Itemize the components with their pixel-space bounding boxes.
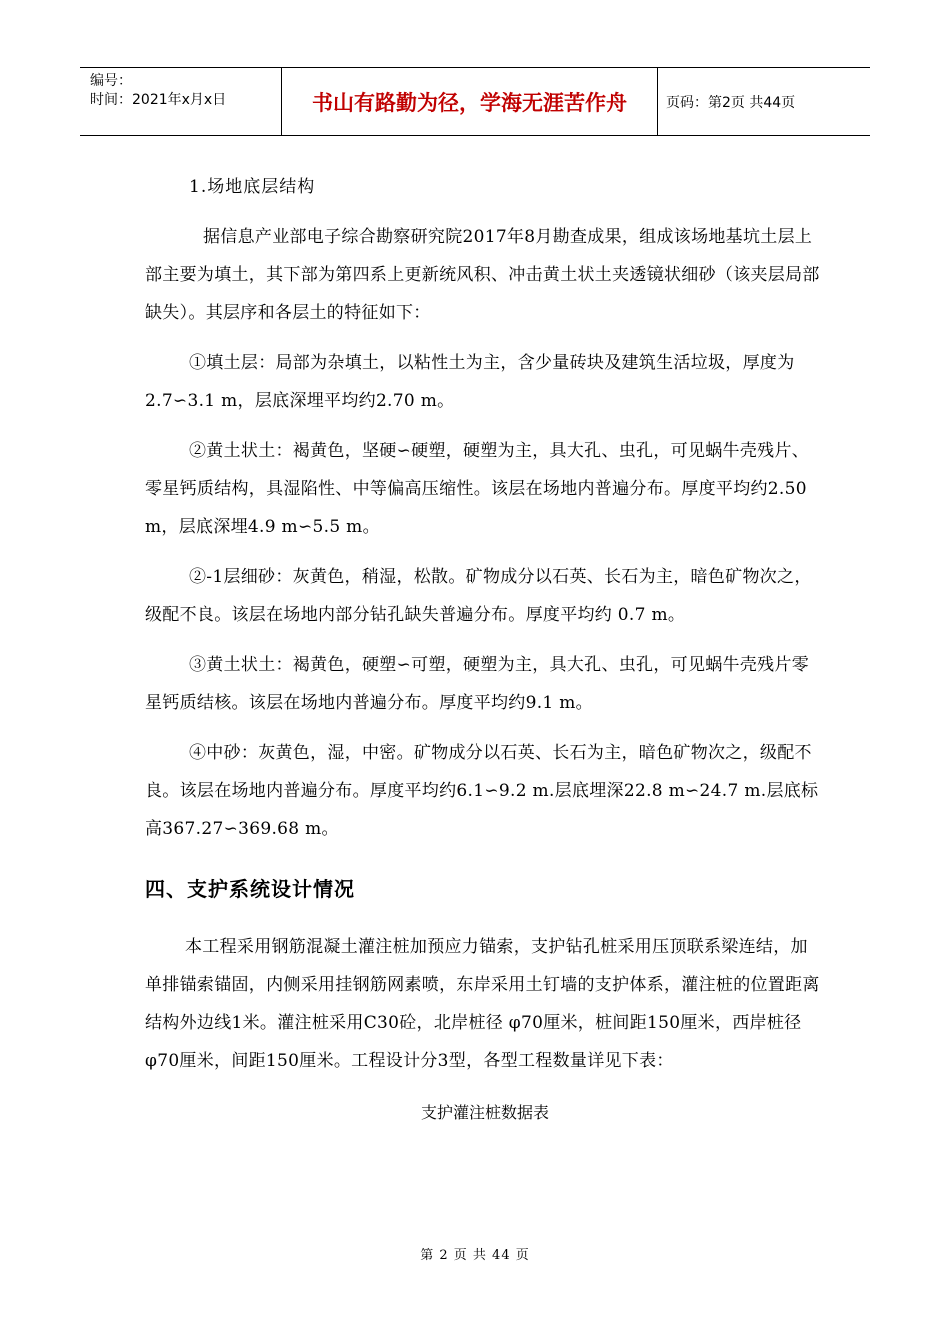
table-title: 支护灌注桩数据表 (420, 1103, 549, 1122)
page-header (80, 67, 870, 136)
layer-2-1-paragraph: ②-1层细砂：灰黄色，稍湿，松散。矿物成分以石英、长石为主，暗色矿物次之，级配不良。该层在场地内部分钻孔缺失普遍分布。厚度平均约 0.7 m。 (145, 567, 812, 625)
intro-paragraph: 据信息产业部电子综合勘察研究院2017年8月勘查成果，组成该场地基坑土层上部主要为填土，其下部为第四系上更新统风积、冲击黄土状土夹透镜状细砂（该夹层局部缺失）。其层序和各层土的特征如下： (145, 227, 820, 323)
layer-3-paragraph: ③黄土状土：褐黄色，硬塑∽可塑，硬塑为主，具大孔、虫孔，可见蜗牛壳残片零星钙质结核。该层在场地内普遍分布。厚度平均约9.1 m。 (145, 655, 810, 713)
layer-4-paragraph: ④中砂：灰黄色，湿，中密。矿物成分以石英、长石为主，暗色矿物次之，级配不良。该层在场地内普遍分布。厚度平均约6.1∽9.2 m.层底埋深22.8 m∽24.7 m.层底标高367.27∽369.68 m。 (145, 743, 819, 839)
document-body (145, 168, 825, 1132)
design-paragraph: 本工程采用钢筋混凝土灌注桩加预应力锚索，支护钻孔桩采用压顶联系梁连结，加单排锚索锚固，内侧采用挂钢筋网素喷，东岸采用土钉墙的支护体系，灌注桩的位置距离结构外边线1米。灌注桩采用C30砼，北岸桩径 φ70厘米，桩间距150厘米，西岸桩径 φ70厘米，间距150厘米。工程设计分3型，各型工程数量详见下表： (145, 937, 820, 1071)
header-page-info: 页码：第2页 共44页 (666, 94, 796, 111)
doc-number-label: 编号： (90, 73, 132, 89)
header-left-cell (80, 68, 282, 135)
page-footer: 第 2 页 共 44 页 (420, 1248, 530, 1263)
layer-2-paragraph: ②黄土状土：褐黄色，坚硬∽硬塑，硬塑为主，具大孔、虫孔，可见蜗牛壳残片、零星钙质结构，具湿陷性、中等偏高压缩性。该层在场地内普遍分布。厚度平均约2.50 m，层底深埋4.9 m∽5.5 m。 (145, 441, 810, 537)
doc-date-label: 时间：2021年x月x日 (90, 92, 227, 108)
section-title: 四、支护系统设计情况 (145, 877, 355, 901)
header-motto: 书山有路勤为径，学海无涯苦作舟 (282, 68, 658, 135)
layer-1-paragraph: ①填土层：局部为杂填土，以粘性土为主，含少量砖块及建筑生活垃圾，厚度为2.7∽3.1 m，层底深埋平均约2.70 m。 (145, 353, 795, 411)
subsection-title: 1.场地底层结构 (189, 177, 316, 197)
